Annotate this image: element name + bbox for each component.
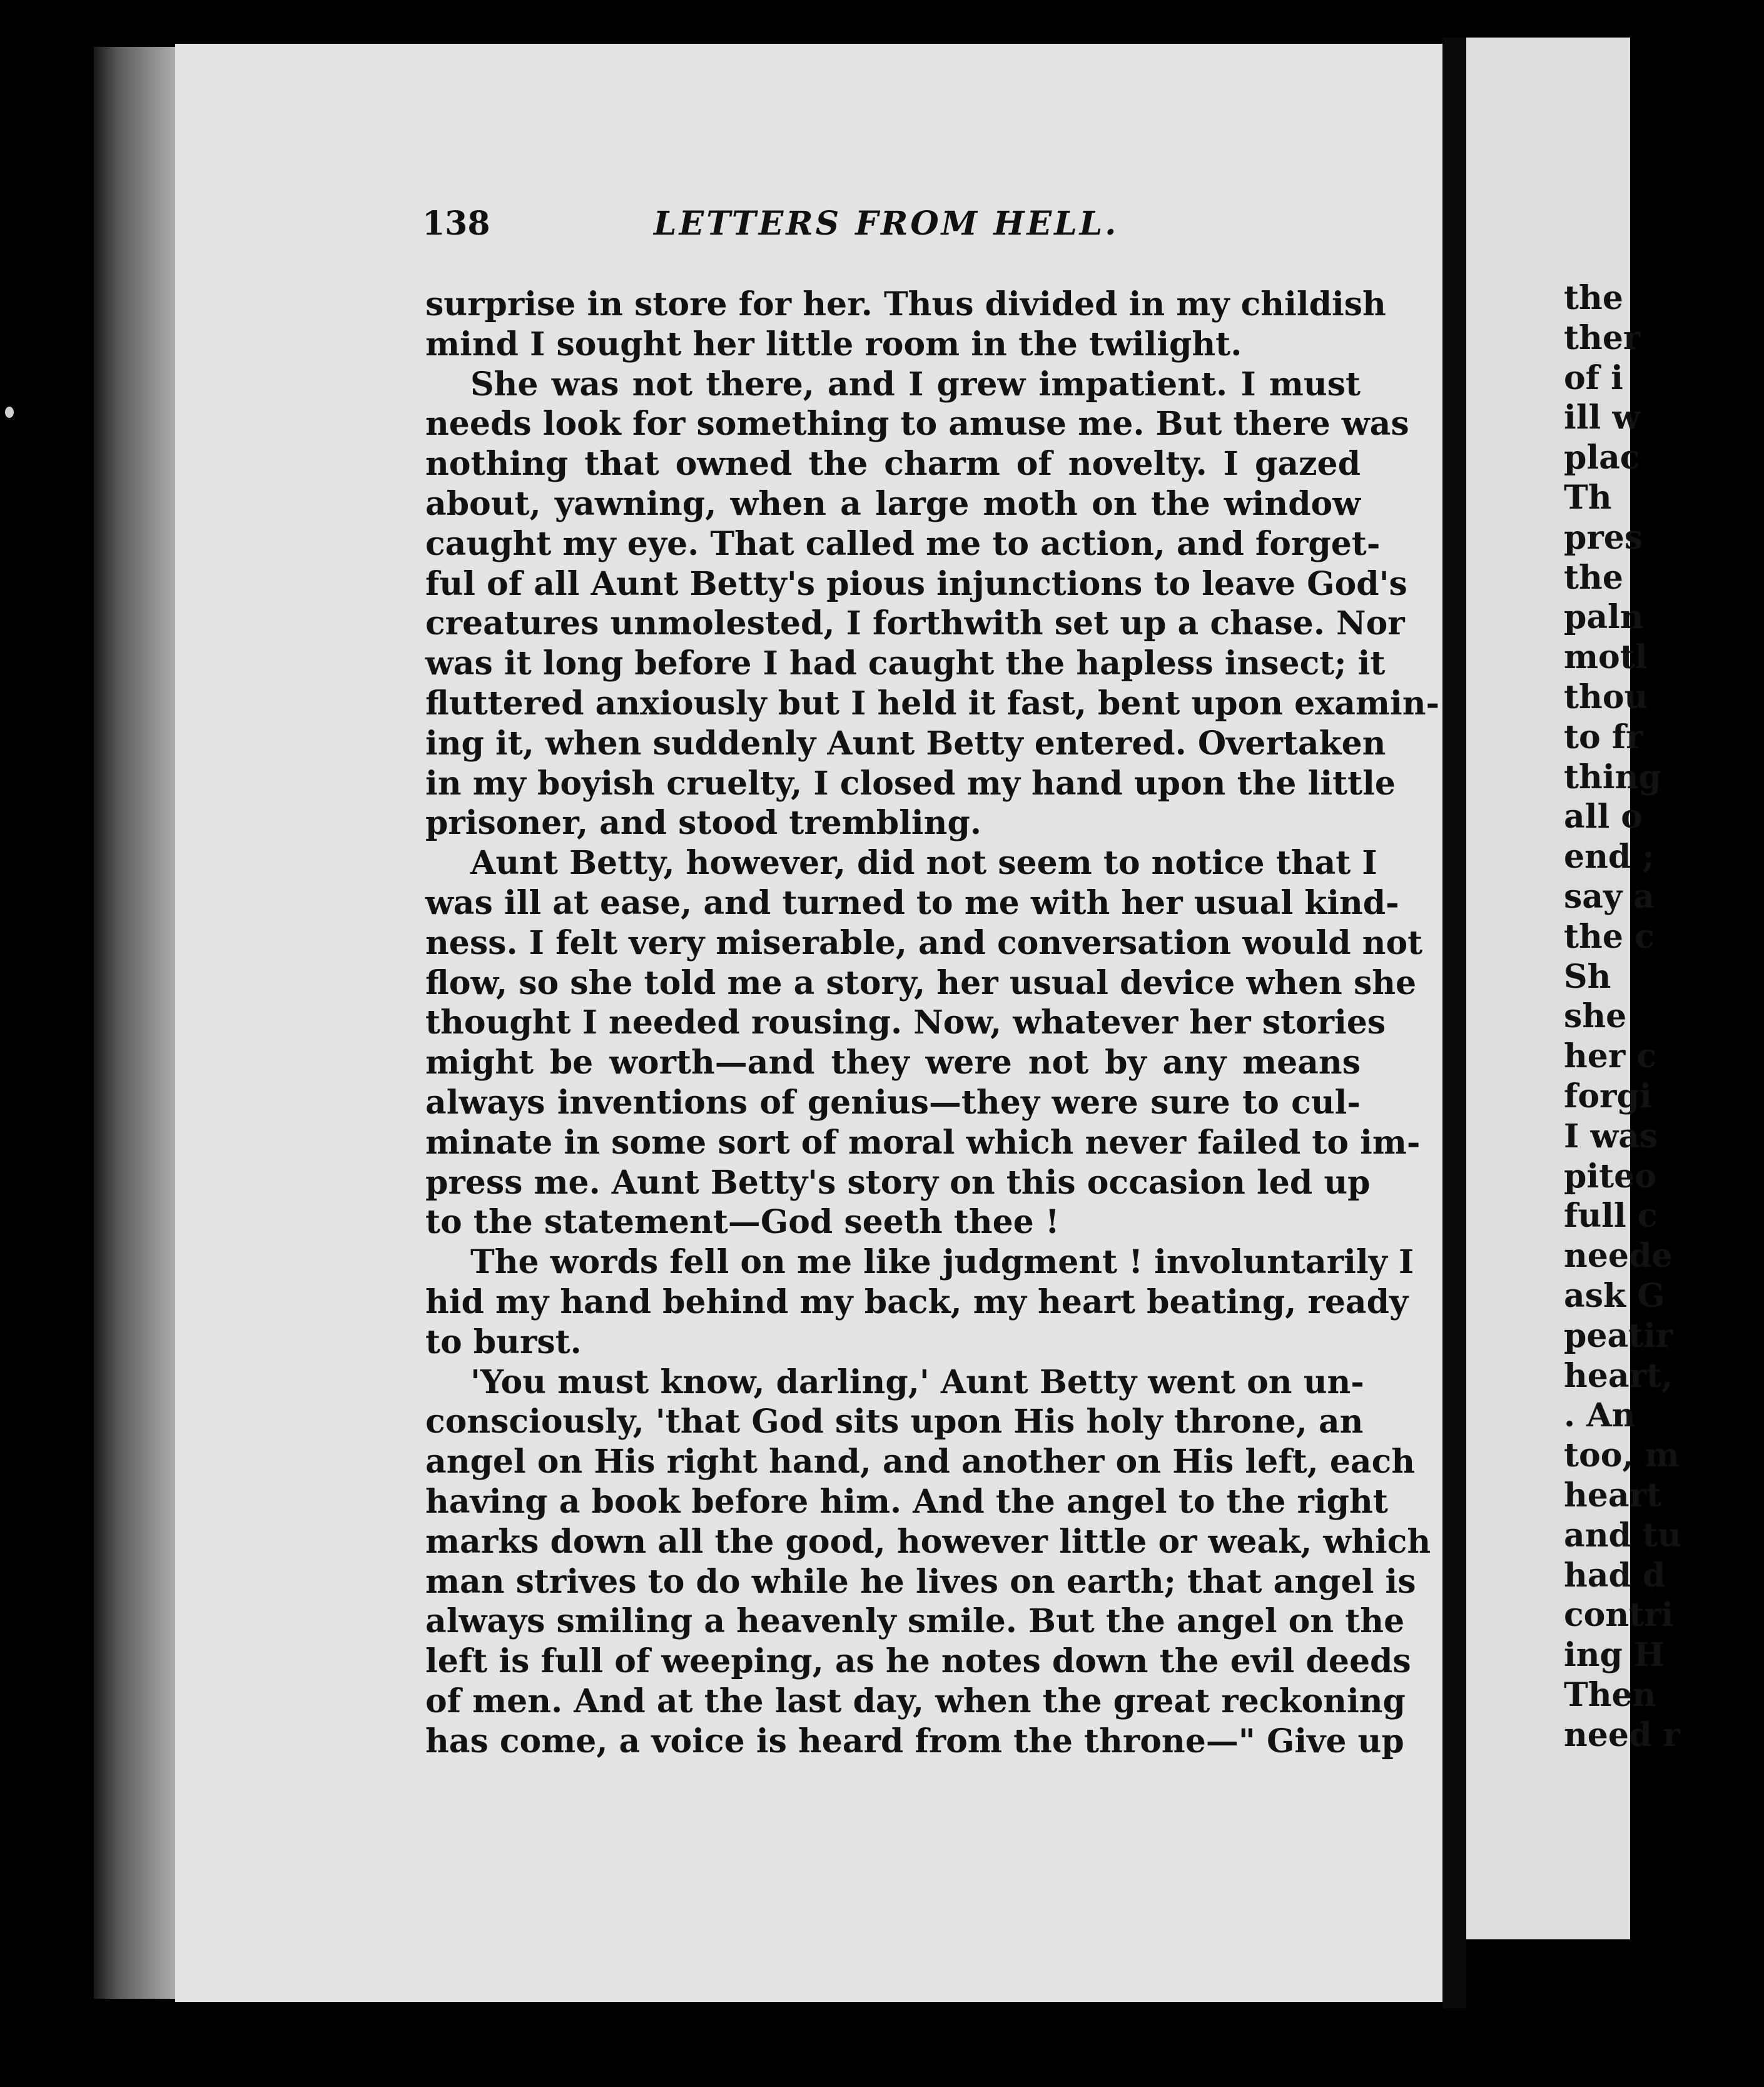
text-line: having a book before him. And the angel to the right — [425, 1482, 1388, 1521]
right-text-fragment: of i — [1564, 358, 1623, 397]
right-text-fragment: say a — [1564, 877, 1655, 916]
text-line: was it long before I had caught the hapless insect; it — [425, 644, 1386, 683]
text-line: always smiling a heavenly smile. But the angel on the — [425, 1602, 1405, 1641]
text-line: flow, so she told me a story, her usual device when she — [425, 963, 1417, 1002]
right-text-fragment: her c — [1564, 1037, 1657, 1076]
text-line: prisoner, and stood trembling. — [425, 804, 981, 843]
right-text-fragment: motl — [1564, 638, 1648, 677]
right-text-fragment: ill w — [1564, 399, 1641, 437]
right-text-fragment: the — [1564, 279, 1623, 317]
right-text-fragment: heart, — [1564, 1356, 1673, 1395]
right-text-fragment: . An — [1564, 1396, 1636, 1435]
right-text-fragment: to fr — [1564, 718, 1643, 756]
right-text-fragment: had d — [1564, 1556, 1666, 1595]
text-line: was ill at ease, and turned to me with her usual kind- — [425, 883, 1399, 922]
text-line: minate in some sort of moral which never failed to im- — [425, 1123, 1421, 1162]
right-text-fragment: the c — [1564, 917, 1655, 956]
text-line: to burst. — [425, 1323, 582, 1361]
text-line: has come, a voice is heard from the throne—" Give up — [425, 1722, 1404, 1760]
text-line: caught my eye. That called me to action, and forget- — [425, 524, 1381, 563]
text-line: creatures unmolested, I forthwith set up a chase. Nor — [425, 604, 1405, 643]
right-text-fragment: thou — [1564, 678, 1648, 716]
text-line: left is full of weeping, as he notes down the evil deeds — [425, 1642, 1411, 1681]
left-page-body-text — [425, 285, 1440, 1761]
text-line: hid my hand behind my back, my heart beating, ready — [425, 1282, 1409, 1321]
text-line: ing it, when suddenly Aunt Betty entered. Overtaken — [425, 724, 1386, 763]
text-line: thought I needed rousing. Now, whatever her stories — [425, 1003, 1386, 1042]
text-line: surprise in store for her. Thus divided in my childish — [425, 285, 1386, 323]
text-line: ness. I felt very miserable, and conversation would not — [425, 923, 1423, 962]
text-line: mind I sought her little room in the twilight. — [425, 325, 1242, 363]
running-head — [422, 199, 1361, 249]
text-line: consciously, 'that God sits upon His holy throne, an — [425, 1403, 1364, 1441]
right-text-fragment: I was — [1564, 1117, 1658, 1155]
right-text-fragment: paln — [1564, 598, 1644, 637]
text-line: angel on His right hand, and another on His left, each — [425, 1443, 1416, 1481]
text-line: man strives to do while he lives on earth; that angel is — [425, 1562, 1416, 1601]
right-text-fragment: piteo — [1564, 1157, 1656, 1196]
right-text-fragment: need r — [1564, 1715, 1680, 1754]
book-gutter — [1442, 38, 1466, 2008]
right-text-fragment: all o — [1564, 798, 1643, 836]
text-line: about, yawning, when a large moth on the window — [425, 484, 1361, 523]
text-line: press me. Aunt Betty's story on this occasion led up — [425, 1163, 1371, 1202]
text-line: always inventions of genius—they were sure to cul- — [425, 1083, 1361, 1122]
text-line: might be worth—and they were not by any means — [425, 1044, 1361, 1082]
text-line: marks down all the good, however little or weak, which — [425, 1522, 1431, 1561]
right-text-fragment: the — [1564, 558, 1623, 597]
text-line: nothing that owned the charm of novelty. I gazed — [425, 445, 1361, 484]
running-title: LETTERS FROM HELL. — [654, 205, 1119, 243]
right-text-fragment: she — [1564, 997, 1627, 1036]
right-text-fragment: heart — [1564, 1476, 1661, 1515]
right-text-fragment: ther — [1564, 318, 1641, 357]
text-line: of men. And at the last day, when the great reckoning — [425, 1682, 1406, 1720]
right-text-fragment: thing — [1564, 758, 1661, 796]
right-text-fragment: Sh — [1564, 957, 1611, 996]
text-line: The words fell on me like judgment ! involuntarily I — [470, 1243, 1414, 1282]
text-line: 'You must know, darling,' Aunt Betty went on un- — [470, 1363, 1364, 1401]
right-text-fragment: neede — [1564, 1237, 1673, 1276]
right-text-fragment: ask G — [1564, 1276, 1665, 1315]
right-text-fragment: end ; — [1564, 838, 1655, 876]
text-line: to the statement—God seeth thee ! — [425, 1203, 1060, 1242]
page-number: 138 — [422, 205, 490, 243]
text-line: ful of all Aunt Betty's pious injunctions to leave God's — [425, 564, 1407, 603]
right-text-fragment: full c — [1564, 1197, 1658, 1236]
right-text-fragment: forgi — [1564, 1077, 1652, 1115]
right-text-fragment: contri — [1564, 1596, 1674, 1635]
right-text-fragment: Then — [1564, 1675, 1656, 1714]
text-line: Aunt Betty, however, did not seem to notice that I — [470, 844, 1377, 883]
text-line: She was not there, and I grew impatient. I must — [470, 365, 1361, 404]
text-line: needs look for something to amuse me. But there was — [425, 405, 1409, 444]
text-line: in my boyish cruelty, I closed my hand upon the little — [425, 764, 1396, 803]
right-text-fragment: pres — [1564, 518, 1643, 557]
right-text-fragment: Th — [1564, 478, 1612, 517]
right-page-cropped-text — [1564, 278, 1764, 1755]
text-line: fluttered anxiously but I held it fast, bent upon examin- — [425, 684, 1440, 723]
scan-speck — [5, 407, 14, 418]
right-text-fragment: ing H — [1564, 1636, 1665, 1675]
right-text-fragment: plac — [1564, 439, 1640, 477]
right-text-fragment: peatir — [1564, 1316, 1673, 1355]
right-text-fragment: and tu — [1564, 1516, 1681, 1555]
right-text-fragment: too, m — [1564, 1436, 1680, 1475]
